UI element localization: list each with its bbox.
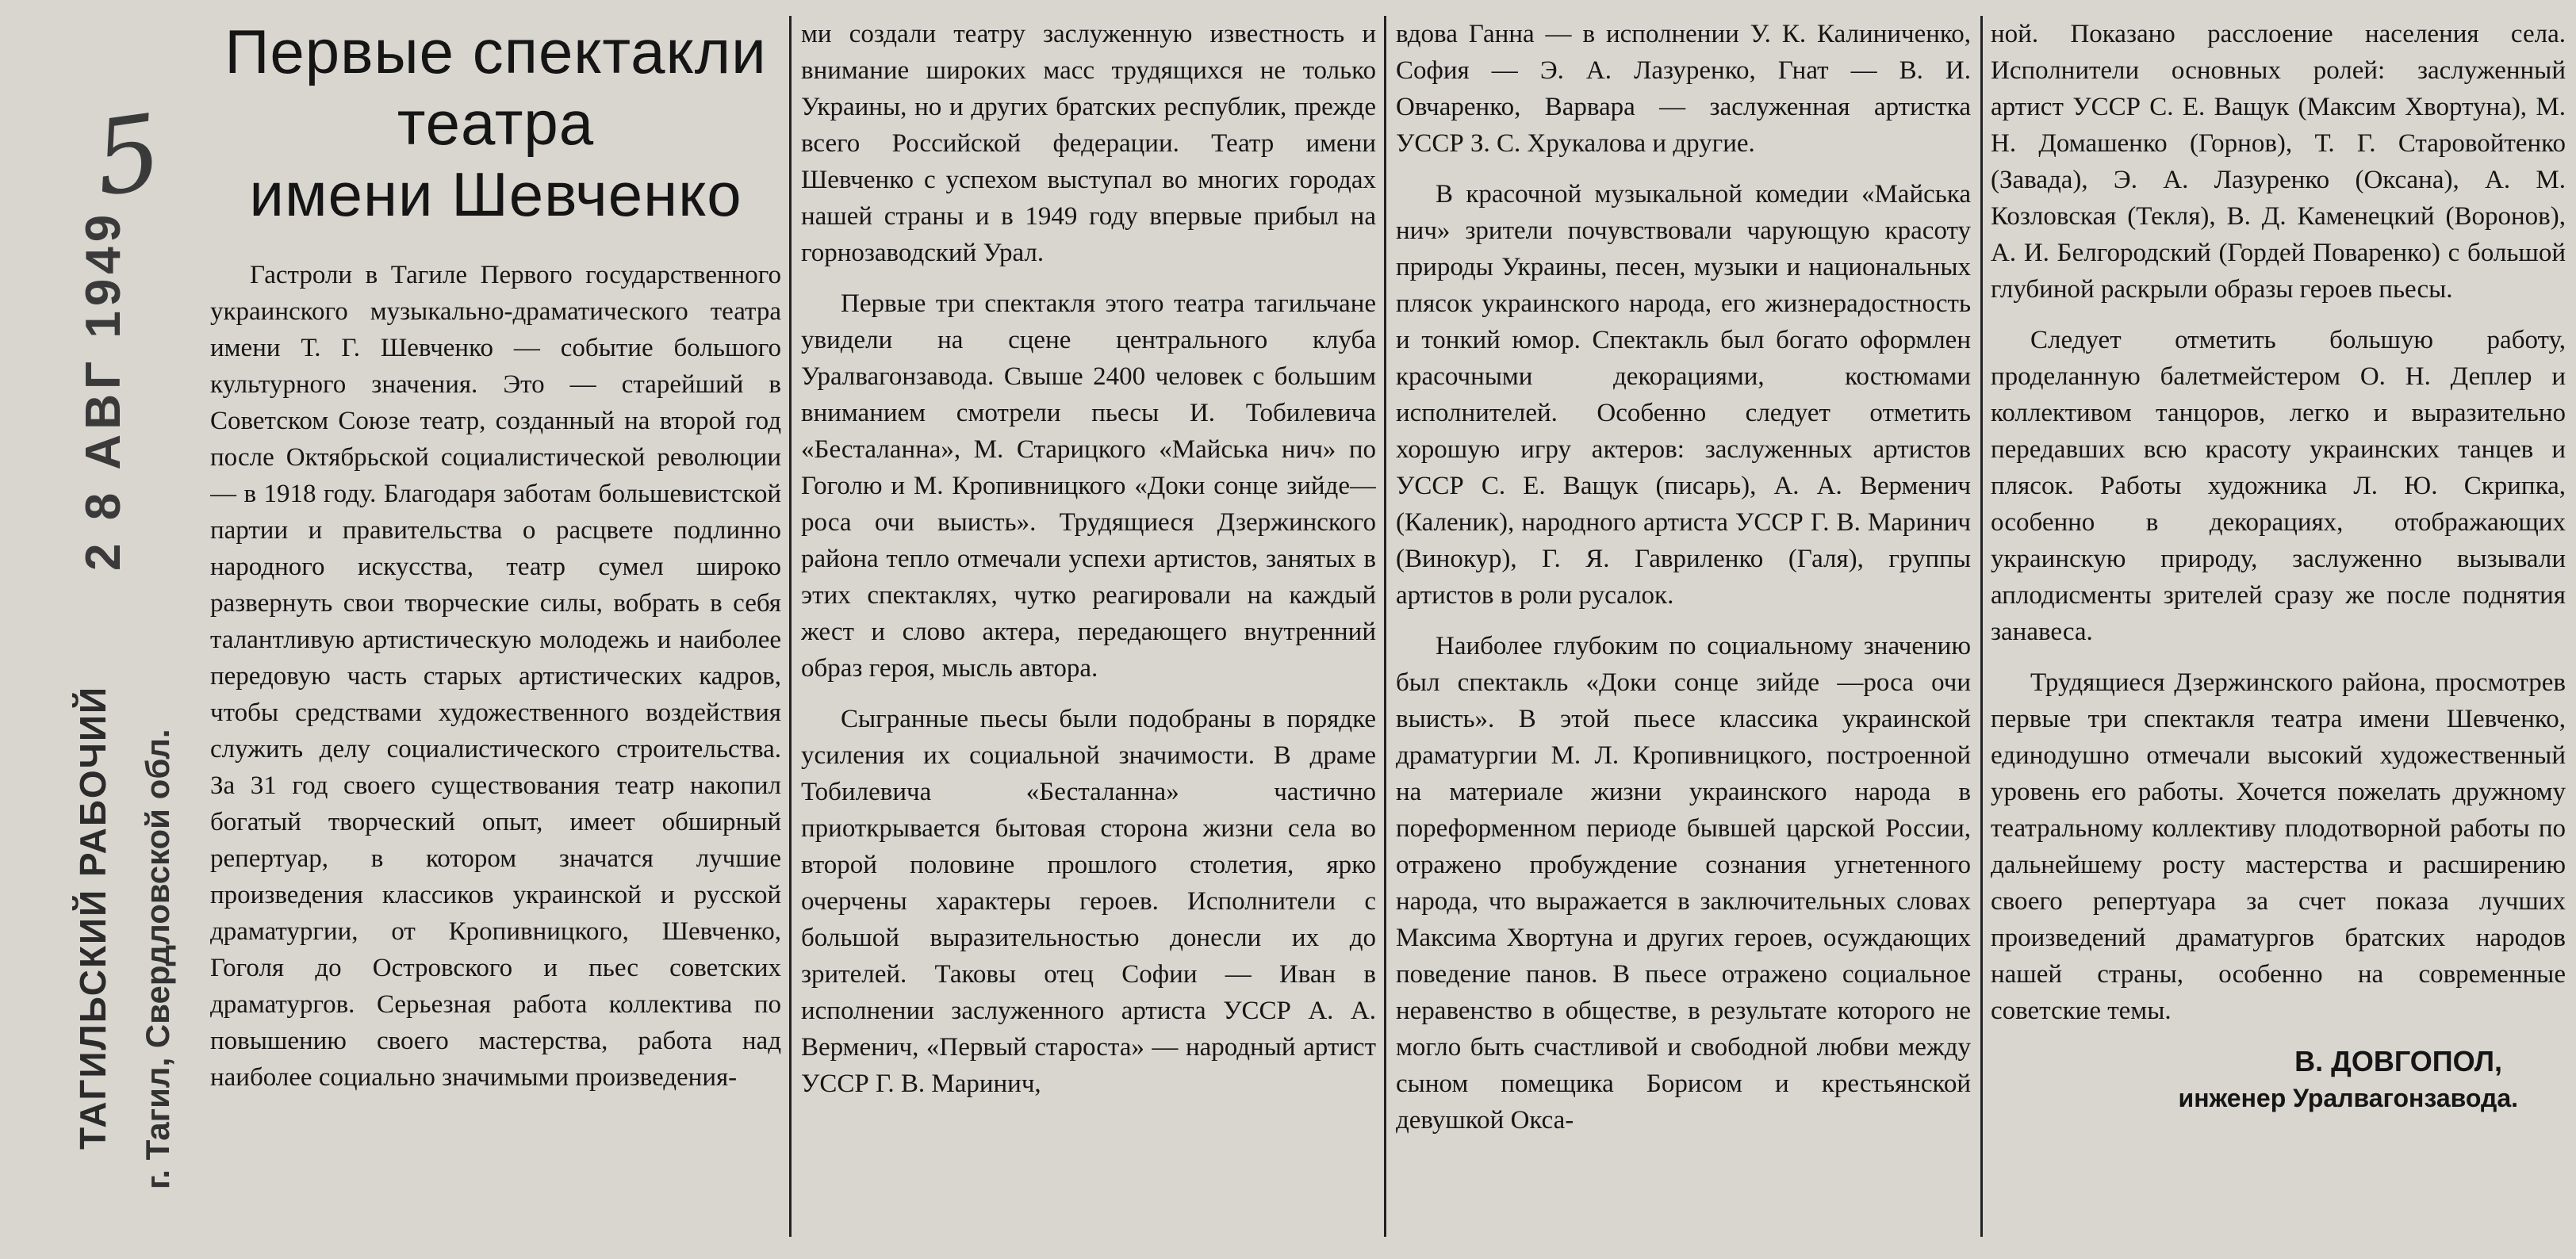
author-role: инженер Уралвагонзавода. xyxy=(2178,1084,2518,1112)
article-column-4 xyxy=(1991,16,2566,1245)
article-column-1 xyxy=(210,16,781,1245)
newspaper-name-stamp: ТАГИЛЬСКИЙ РАБОЧИЙ xyxy=(72,685,113,1150)
article-title xyxy=(210,16,781,230)
paragraph: Сыгранные пьесы были подобраны в порядке усиления их социальной значимости. В драме Тобилевича «Бесталанна» частично приоткрывается бытовая сторона жизни села во второй половине прошлого столетия, ярко очерчены характеры героев. Исполнители с большой выразительностью донесли их до зрителей. Таковы отец Софии — Иван в исполнении заслуженного артиста УССР А. А. Верменич, «Первый староста» — народный артист УССР Г. В. Маринич, xyxy=(801,705,1376,1098)
date-stamp: 2 8 АВГ 1949 xyxy=(76,209,131,571)
author-signature xyxy=(1991,1043,2566,1116)
title-line: имени Шевченко xyxy=(249,159,742,229)
article-column-3 xyxy=(1396,16,1971,1245)
paragraph: В красочной музыкальной комедии «Майська нич» зрители почувствовали чарующую красоту природы Украины, песен, музыки и национальных плясок украинского народа, его жизнерадостность и тонкий юмор. Спектакль был богато оформлен красочными декорациями, костюмами исполнителей. Особенно следует отметить хорошую игру актеров: заслуженных артистов УССР С. Е. Ващук (писарь), А. А. Верменич (Каленик), народного артиста УССР Г. В. Маринич (Винокур), Г. Я. Гавриленко (Галя), группы артистов в роли русалок. xyxy=(1396,180,1971,610)
column-rule xyxy=(1980,16,1983,1237)
column-rule xyxy=(1384,16,1386,1237)
author-name: В. ДОВГОПОЛ, xyxy=(2294,1045,2502,1077)
paragraph: Гастроли в Тагиле Первого государственного украинского музыкально-драматического театра имени Т. Г. Шевченко — событие большого культурного значения. Это — старейший в Советском Союзе театр, созданный на второй год после Октябрьской социалистической революции — в 1918 году. Благодаря заботам большевистской партии и правительства о расцвете подлинно народного искусства, театр сумел широко развернуть свои творческие силы, вобрать в себя талантливую артистическую молодежь и наиболее передовую часть старых артистических кадров, чтобы средствами художественного воздействия служить делу социалистического строительства. За 31 год своего существования театр накопил богатый творческий опыт, имеет обширный репертуар, в котором значатся лучшие произведения классиков украинской и русской драматургии, от Кропивницкого, Шевченко, Гоголя до Островского и пьес советских драматургов. Серьезная работа коллектива по повышению своего мастерства, работа над наиболее социально значимыми произведения- xyxy=(210,261,781,1092)
paragraph: ми создали театру заслуженную известность и внимание широких масс трудящихся не только Украины, но и других братских республик, прежде всего Российской федерации. Театр имени Шевченко с успехом выступал во многих городах нашей страны и в 1949 году впервые прибыл на горнозаводский Урал. xyxy=(801,20,1376,267)
title-line: театра xyxy=(397,88,595,158)
paragraph: Трудящиеся Дзержинского района, просмотрев первые три спектакля театра имени Шевченко, единодушно отмечали высокий художественный уровень его работы. Хочется пожелать дружному театральному коллективу плодотворной работы по дальнейшему росту мастерства и расширению своего репертуара за счет показа лучших произведений драматургов братских народов нашей страны, особенно на современные советские темы. xyxy=(1991,668,2566,1025)
paragraph: Первые три спектакля этого театра тагильчане увидели на сцене центрального клуба Уралвагонзавода. Свыше 2400 человек с большим вниманием смотрели пьесы И. Тобилевича «Бесталанна», М. Старицкого «Майська нич» по Гоголю и М. Кропивницкого «Доки сонце зийде—роса очи выисть». Трудящиеся Дзержинского района тепло отмечали успехи артистов, занятых в этих спектаклях, чутко реагировали на каждый жест и слово актера, передающего внутренний образ героя, мысль автора. xyxy=(801,289,1376,683)
article-column-2 xyxy=(801,16,1376,1245)
paragraph: вдова Ганна — в исполнении У. К. Калиниченко, София — Э. А. Лазуренко, Гнат — В. И. Овчаренко, Варвара — заслуженная артистка УССР З. С. Хрукалова и другие. xyxy=(1396,20,1971,158)
paragraph: ной. Показано расслоение населения села. Исполнители основных ролей: заслуженный артист УССР С. Е. Ващук (Максим Хвортуна), М. Н. Домашенко (Горнов), Т. Г. Старовойтенко (Завада), Э. А. Лазуренко (Оксана), А. М. Козловская (Текля), В. Д. Каменецкий (Воронов), А. И. Белгородский (Гордей Поваренко) с большой глубиной раскрыли образы героев пьесы. xyxy=(1991,20,2566,304)
column-rule xyxy=(789,16,792,1237)
city-stamp: г. Тагил, Свердловской обл. xyxy=(139,729,176,1189)
title-line: Первые спектакли xyxy=(224,17,767,86)
handwritten-number: 5 xyxy=(86,90,169,220)
paragraph: Следует отметить большую работу, проделанную балетмейстером О. Н. Деплер и коллективом танцоров, легко и выразительно передавших всю красоту украинских танцев и плясок. Работы художника Л. Ю. Скрипка, особенно в декорациях, отображающих украинскую природу, заслуженно вызывали аплодисменты зрителей сразу же после поднятия занавеса. xyxy=(1991,326,2566,646)
paragraph: Наиболее глубоким по социальному значению был спектакль «Доки сонце зийде —роса очи выисть». В этой пьесе классика украинской драматургии М. Л. Кропивницкого, построенной на материале жизни украинского народа в пореформенном периоде бывшей царской России, отражено пробуждение сознания угнетенного народа, что выражается в заключительных словах Максима Хвортуна и других героев, осуждающих поведение панов. В пьесе отражено социальное неравенство в обществе, в результате которого не могло быть счастливой и свободной любви между сыном помещика Борисом и крестьянской девушкой Окса- xyxy=(1396,632,1971,1135)
